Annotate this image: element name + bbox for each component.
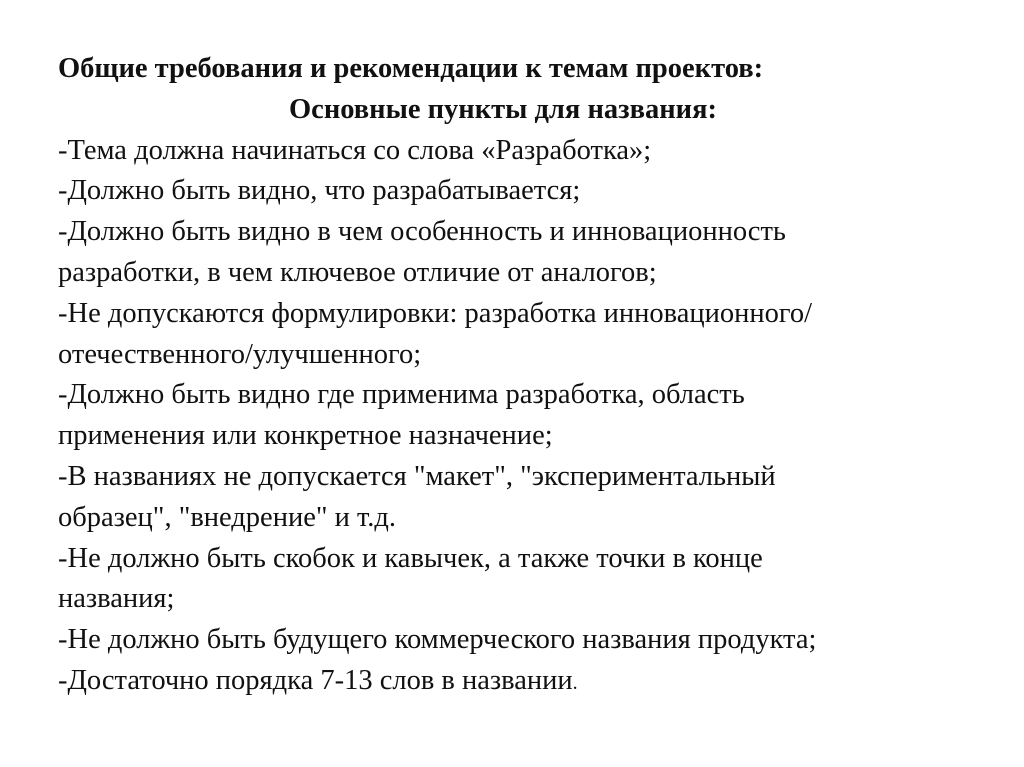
requirement-line: -Не должно быть скобок и кавычек, а также точки в конце [58,542,763,574]
requirements-text [58,49,998,704]
last-line-period: . [572,671,578,694]
last-line-text: -Достаточно порядка 7-13 слов в названии [58,664,573,696]
requirement-line: -Должно быть видно где применима разработка, область [58,379,745,411]
requirement-line: образец", "внедрение" и т.д. [58,501,397,533]
requirement-line: -Не должно быть будущего коммерческого названия продукта; [58,624,817,656]
requirement-line: разработки, в чем ключевое отличие от аналогов; [58,256,657,288]
requirement-line: названия; [58,583,175,615]
document-subheading: Основные пункты для названия: [289,93,717,125]
requirement-line: -Должно быть видно в чем особенность и инновационность [58,216,786,248]
requirement-line: -Тема должна начинаться со слова «Разработка»; [58,134,652,166]
requirement-line: -Должно быть видно, что разрабатывается; [58,175,581,207]
requirement-line: отечественного/улучшенного; [58,338,422,370]
requirement-line: -В названиях не допускается "макет", "экспериментальный [58,460,776,492]
document-heading: Общие требования и рекомендации к темам проектов: [58,53,764,84]
requirement-line: применения или конкретное назначение; [58,420,553,452]
requirement-line-last [58,661,998,704]
requirement-line: -Не допускаются формулировки: разработка инновационного/ [58,297,813,329]
